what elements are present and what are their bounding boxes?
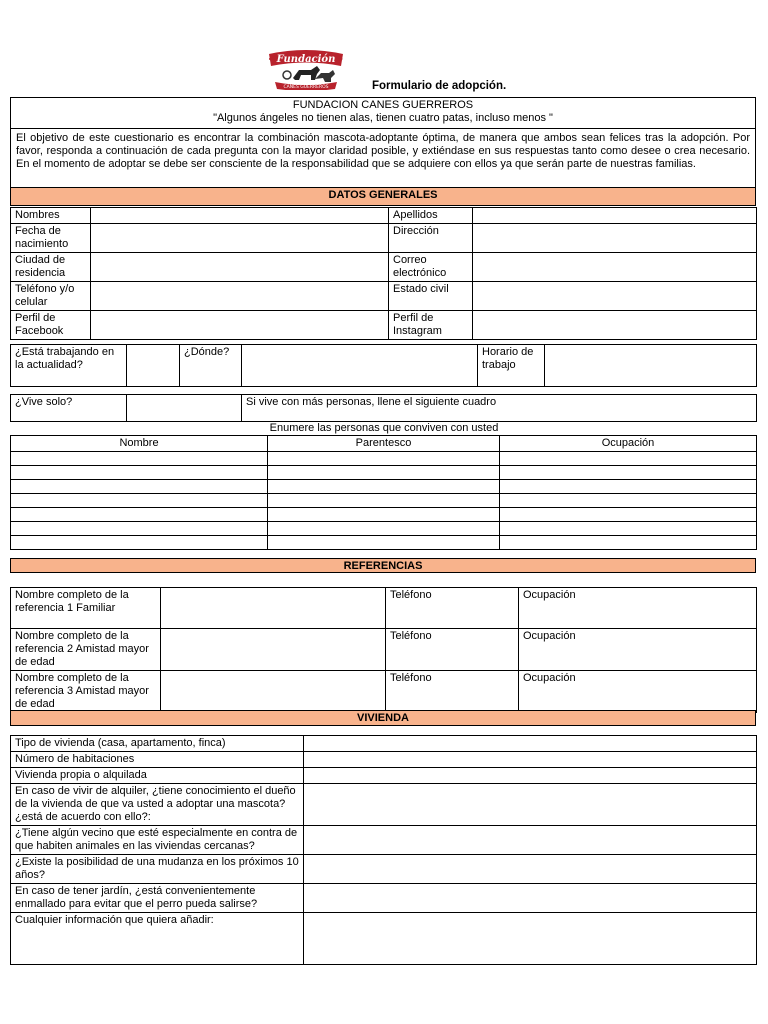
- field-label-direccion: Dirección: [389, 224, 473, 253]
- ref2-ocup-label: Ocupación: [519, 629, 757, 671]
- field-label-telefono: Teléfono y/o celular: [11, 282, 91, 311]
- datos-generales-header: DATOS GENERALES: [10, 187, 756, 206]
- field-input-ciudad[interactable]: [91, 253, 389, 282]
- ref3-name-input[interactable]: [161, 671, 386, 713]
- vivienda-input-propia[interactable]: [304, 768, 757, 784]
- table-cell[interactable]: [500, 480, 757, 494]
- ref2-name-input[interactable]: [161, 629, 386, 671]
- vivienda-q-alquiler: En caso de vivir de alquiler, ¿tiene conocimiento el dueño de la vivienda de que va usted a adoptar una mascota? ¿está de acuerdo con ello?:: [11, 784, 304, 826]
- field-input-instagram[interactable]: [473, 311, 757, 340]
- trabajando-label: ¿Está trabajando en la actualidad?: [11, 345, 127, 387]
- vive-solo-table: [10, 394, 757, 422]
- col-header-parentesco: Parentesco: [268, 436, 500, 452]
- vivienda-input-adicional[interactable]: [304, 913, 757, 965]
- horario-label: Horario de trabajo: [478, 345, 545, 387]
- table-cell[interactable]: [500, 536, 757, 550]
- vivienda-input-alquiler[interactable]: [304, 784, 757, 826]
- field-label-instagram: Perfil de Instagram: [389, 311, 473, 340]
- table-cell[interactable]: [500, 522, 757, 536]
- org-name: FUNDACION CANES GUERREROS: [292, 99, 474, 111]
- field-input-correo[interactable]: [473, 253, 757, 282]
- table-cell[interactable]: [268, 494, 500, 508]
- field-input-estado-civil[interactable]: [473, 282, 757, 311]
- vivienda-table: [10, 735, 757, 965]
- field-label-estado-civil: Estado civil: [389, 282, 473, 311]
- logo-text: Fundación: [276, 54, 336, 65]
- table-row: [11, 466, 757, 480]
- ref1-ocup-label: Ocupación: [519, 588, 757, 629]
- field-input-apellidos[interactable]: [473, 208, 757, 224]
- vivienda-input-mudanza[interactable]: [304, 855, 757, 884]
- ref3-tel-label: Teléfono: [386, 671, 519, 713]
- table-row: [11, 480, 757, 494]
- table-cell[interactable]: [268, 508, 500, 522]
- vivienda-q-tipo: Tipo de vivienda (casa, apartamento, finca): [11, 736, 304, 752]
- field-label-apellidos: Apellidos: [389, 208, 473, 224]
- tagline: "Algunos ángeles no tienen alas, tienen cuatro patas, incluso menos ": [213, 112, 553, 124]
- table-cell[interactable]: [500, 452, 757, 466]
- field-input-fecha[interactable]: [91, 224, 389, 253]
- datos-generales-table: [10, 207, 757, 340]
- table-cell[interactable]: [11, 480, 268, 494]
- vivienda-q-adicional: Cualquier información que quiera añadir:: [11, 913, 304, 965]
- table-cell[interactable]: [500, 494, 757, 508]
- vivienda-q-vecino: ¿Tiene algún vecino que esté especialmente en contra de que habiten animales en las viviendas cercanas?: [11, 826, 304, 855]
- table-cell[interactable]: [268, 536, 500, 550]
- ref3-label: Nombre completo de la referencia 3 Amistad mayor de edad: [11, 671, 161, 713]
- trabajando-input[interactable]: [127, 345, 180, 387]
- vivienda-q-jardin: En caso de tener jardín, ¿está convenientemente enmallado para evitar que el perro pueda salirse?: [11, 884, 304, 913]
- donde-label: ¿Dónde?: [180, 345, 242, 387]
- table-cell[interactable]: [11, 508, 268, 522]
- donde-input[interactable]: [242, 345, 478, 387]
- field-input-direccion[interactable]: [473, 224, 757, 253]
- vivienda-input-habitaciones[interactable]: [304, 752, 757, 768]
- field-input-telefono[interactable]: [91, 282, 389, 311]
- table-cell[interactable]: [11, 494, 268, 508]
- table-cell[interactable]: [11, 536, 268, 550]
- table-row: [11, 494, 757, 508]
- vivienda-q-mudanza: ¿Existe la posibilidad de una mudanza en los próximos 10 años?: [11, 855, 304, 884]
- field-label-nombres: Nombres: [11, 208, 91, 224]
- vivienda-q-habitaciones: Número de habitaciones: [11, 752, 304, 768]
- convivientes-table: [10, 435, 757, 550]
- fundacion-logo: [265, 48, 347, 90]
- vive-solo-label: ¿Vive solo?: [11, 395, 127, 422]
- vive-solo-input[interactable]: [127, 395, 242, 422]
- ref2-label: Nombre completo de la referencia 2 Amistad mayor de edad: [11, 629, 161, 671]
- ref2-tel-label: Teléfono: [386, 629, 519, 671]
- trabajo-table: [10, 344, 757, 387]
- referencias-header: REFERENCIAS: [10, 558, 756, 573]
- table-row: [11, 508, 757, 522]
- logo-subtext: CANES GUERREROS: [283, 85, 329, 90]
- table-cell[interactable]: [268, 480, 500, 494]
- table-cell[interactable]: [268, 522, 500, 536]
- table-row: [11, 452, 757, 466]
- table-cell[interactable]: [268, 452, 500, 466]
- vivienda-q-propia: Vivienda propia o alquilada: [11, 768, 304, 784]
- table-cell[interactable]: [500, 508, 757, 522]
- field-label-facebook: Perfil de Facebook: [11, 311, 91, 340]
- col-header-ocupacion: Ocupación: [500, 436, 757, 452]
- col-header-nombre: Nombre: [11, 436, 268, 452]
- table-row: [11, 522, 757, 536]
- field-label-fecha: Fecha de nacimiento: [11, 224, 91, 253]
- vivienda-header: VIVIENDA: [10, 710, 756, 726]
- table-row: [11, 536, 757, 550]
- form-title: Formulario de adopción.: [372, 80, 507, 92]
- vivienda-input-jardin[interactable]: [304, 884, 757, 913]
- field-input-facebook[interactable]: [91, 311, 389, 340]
- table-cell[interactable]: [11, 452, 268, 466]
- table-cell[interactable]: [500, 466, 757, 480]
- table-cell[interactable]: [11, 466, 268, 480]
- ref1-label: Nombre completo de la referencia 1 Familiar: [11, 588, 161, 629]
- referencias-table: [10, 587, 757, 713]
- horario-input[interactable]: [545, 345, 757, 387]
- table-cell[interactable]: [11, 522, 268, 536]
- vive-con-label: Si vive con más personas, llene el siguiente cuadro: [242, 395, 757, 422]
- ref3-ocup-label: Ocupación: [519, 671, 757, 713]
- field-label-ciudad: Ciudad de residencia: [11, 253, 91, 282]
- intro-text: El objetivo de este cuestionario es encontrar la combinación mascota-adoptante óptima, de manera que ambos sean felices tras la adopción. Por favor, responda a continuación de cada pregunta con la mayor claridad posible, y extiéndase en sus respuestas tanto como desee o crea necesario. En el momento de adoptar se debe ser consciente de la responsabilidad que se adquiere con ellos ya que serán parte de nuestras familias.: [11, 129, 756, 190]
- ref1-name-input[interactable]: [161, 588, 386, 629]
- vivienda-input-tipo[interactable]: [304, 736, 757, 752]
- vivienda-input-vecino[interactable]: [304, 826, 757, 855]
- convivientes-caption: Enumere las personas que conviven con usted: [269, 422, 499, 434]
- header-table: [10, 97, 756, 190]
- ref1-tel-label: Teléfono: [386, 588, 519, 629]
- field-label-correo: Correo electrónico: [389, 253, 473, 282]
- table-cell[interactable]: [268, 466, 500, 480]
- field-input-nombres[interactable]: [91, 208, 389, 224]
